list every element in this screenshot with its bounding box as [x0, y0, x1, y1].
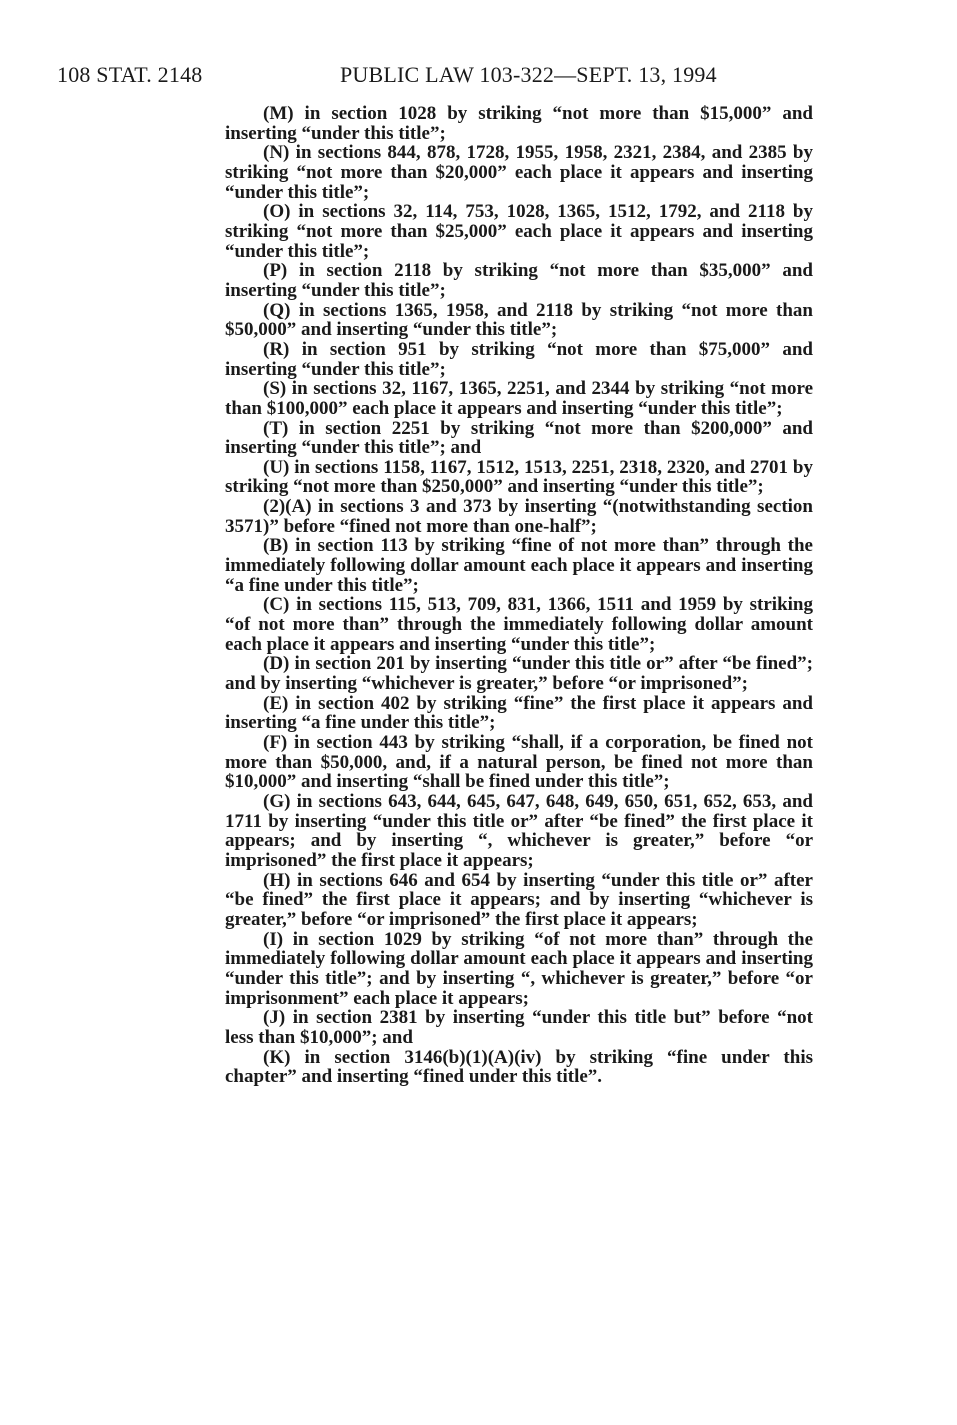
paragraph-c: (C) in sections 115, 513, 709, 831, 1366, 1511 and 1959 by striking “of not more than” through the immediately following dollar amount each place it appears and inserting “under this title”;	[225, 594, 813, 655]
paragraph-i: (I) in section 1029 by striking “of not more than” through the immediately following dollar amount each place it appears and inserting “under this title”; and by inserting “, whichever is greater,” before “or imprisonment” each place it appears;	[225, 928, 813, 1009]
paragraph-e: (E) in section 402 by striking “fine” the first place it appears and inserting “a fine under this title”;	[225, 692, 813, 734]
paragraph-t: (T) in section 2251 by striking “not more than $200,000” and inserting “under this title”; and	[225, 417, 813, 459]
paragraph-2a: (2)(A) in sections 3 and 373 by inserting “(notwithstanding section 3571)” before “fined not more than one-half”;	[225, 496, 813, 537]
paragraph-m: (M) in section 1028 by striking “not more than $15,000” and inserting “under this title”;	[225, 103, 813, 144]
paragraph-k: (K) in section 3146(b)(1)(A)(iv) by striking “fine under this chapter” and inserting “fined under this title”.	[225, 1046, 813, 1088]
paragraph-j: (J) in section 2381 by inserting “under this title but” before “not less than $10,000”; and	[225, 1007, 813, 1048]
paragraph-h: (H) in sections 646 and 654 by inserting “under this title or” after “be fined” the first place it appears; and by inserting “whichever is greater,” before “or imprisoned” the first place it appears;	[225, 869, 813, 930]
paragraph-b: (B) in section 113 by striking “fine of not more than” through the immediately following dollar amount each place it appears and inserting “a fine under this title”;	[225, 535, 813, 596]
paragraph-g: (G) in sections 643, 644, 645, 647, 648, 649, 650, 651, 652, 653, and 1711 by inserting “under this title or” after “be fined” the first place it appears; and by inserting “, whichever is greater,” before “or imprisoned” the first place it appears;	[225, 790, 813, 871]
paragraph-o: (O) in sections 32, 114, 753, 1028, 1365, 1512, 1792, and 2118 by striking “not more than $25,000” each place it appears and inserting “under this title”;	[225, 201, 813, 262]
public-law-title: PUBLIC LAW 103-322—SEPT. 13, 1994	[340, 62, 717, 87]
paragraph-d: (D) in section 201 by inserting “under this title or” after “be fined”; and by inserting “whichever is greater,” before “or imprisoned”;	[225, 653, 813, 695]
paragraph-s: (S) in sections 32, 1167, 1365, 2251, and 2344 by striking “not more than $100,000” each place it appears and inserting “under this title”;	[225, 378, 813, 419]
paragraph-p: (P) in section 2118 by striking “not more than $35,000” and inserting “under this title”;	[225, 260, 813, 301]
paragraph-r: (R) in section 951 by striking “not more than $75,000” and inserting “under this title”;	[225, 338, 813, 380]
paragraph-n: (N) in sections 844, 878, 1728, 1955, 1958, 2321, 2384, and 2385 by striking “not more than $20,000” each place it appears and inserting “under this title”;	[225, 142, 813, 203]
paragraph-q: (Q) in sections 1365, 1958, and 2118 by striking “not more than $50,000” and inserting “under this title”;	[225, 299, 813, 341]
stat-citation: 108 STAT. 2148	[57, 62, 203, 87]
document-body	[225, 104, 813, 1087]
paragraph-f: (F) in section 443 by striking “shall, if a corporation, be fined not more than $50,000, and, if a natural person, be fined not more than $10,000” and inserting “shall be fined under this title”;	[225, 732, 813, 793]
paragraph-u: (U) in sections 1158, 1167, 1512, 1513, 2251, 2318, 2320, and 2701 by striking “not more than $250,000” and inserting “under this title”;	[225, 456, 813, 498]
